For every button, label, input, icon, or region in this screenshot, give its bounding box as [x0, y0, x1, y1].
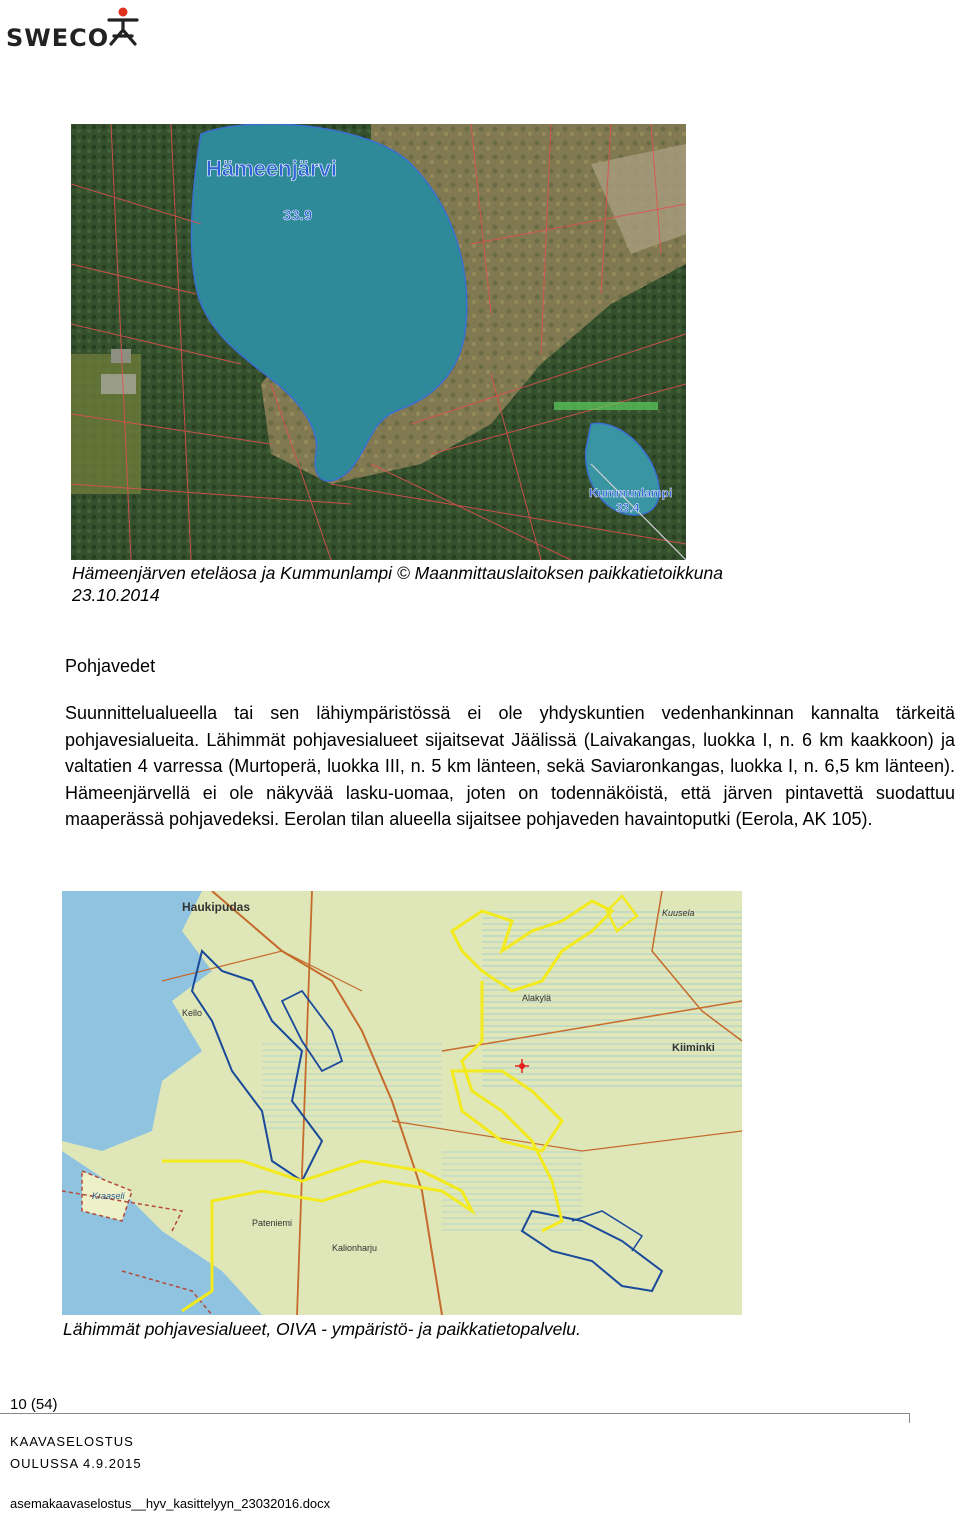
page-number: 10 (54) — [10, 1396, 58, 1413]
sweco-logo — [6, 4, 146, 52]
aerial-map-hameenjarvi — [71, 124, 686, 560]
map-label-kuusela: Kuusela — [662, 908, 695, 918]
map-label-kello: Kello — [182, 1008, 203, 1018]
map-label-pateniemi: Pateniemi — [252, 1218, 293, 1228]
footer-place-date: OULUSSA 4.9.2015 — [10, 1456, 142, 1471]
footer-rule — [0, 1413, 910, 1414]
figure1-caption — [72, 562, 842, 606]
section-heading: Pohjavedet — [65, 656, 156, 676]
sweco-emblem-icon — [106, 6, 140, 46]
map-label-alakyla: Alakylä — [522, 993, 552, 1003]
section-paragraph: Suunnittelualueella tai sen lähiympäristössä ei ole yhdyskuntien vedenhankinnan kannalta tärkeitä pohjavesialueita. Lähimmät pohjavesialueet sijaitsevat Jäälissä (Laivakangas, luokka I, n. 6 km kaakkoon) ja valtatien 4 varressa (Murtoperä, luokka III, n. 5 km länteen, sekä Saviaronkangas, luokka I, n. 6,5 km länteen). Hämeenjärvellä ei ole näkyvää lasku-uomaa, joten on todennäköistä, että järven pintavettä suodattuu maaperässä pohjavedeksi. Eerolan tilan alueella sijaitsee pohjaveden havaintoputki (Eerola, AK 105). — [65, 703, 955, 829]
map-label-kiiminki: Kiiminki — [672, 1042, 715, 1054]
footer-doc-type: KAAVASELOSTUS — [10, 1434, 134, 1449]
groundwater-map — [62, 891, 742, 1315]
map-label-kalionharju: Kalionharju — [332, 1243, 378, 1253]
footer-filename: asemakaavaselostus__hyv_kasittelyyn_23032016.docx — [10, 1496, 331, 1511]
lake-level-small: 33.4 — [616, 501, 640, 515]
lake-level-main: 33.9 — [283, 207, 313, 224]
footer-rule-tick — [909, 1413, 910, 1423]
map-label-kraaseli: Kraaseli — [92, 1191, 125, 1201]
figure1-caption-line2: 23.10.2014 — [72, 585, 160, 605]
figure1-caption-line1: Hämeenjärven eteläosa ja Kummunlampi © Maanmittauslaitoksen paikkatietoikkuna — [72, 563, 724, 583]
map-label-haukipudas: Haukipudas — [182, 900, 251, 914]
lake-label-main: Hämeenjärvi — [206, 156, 337, 181]
logo-text: SWECO — [6, 24, 110, 52]
figure2-caption: Lähimmät pohjavesialueet, OIVA - ympäristö- ja paikkatietopalvelu. — [63, 1319, 581, 1339]
lake-label-small: Kummunlampi — [589, 486, 673, 500]
